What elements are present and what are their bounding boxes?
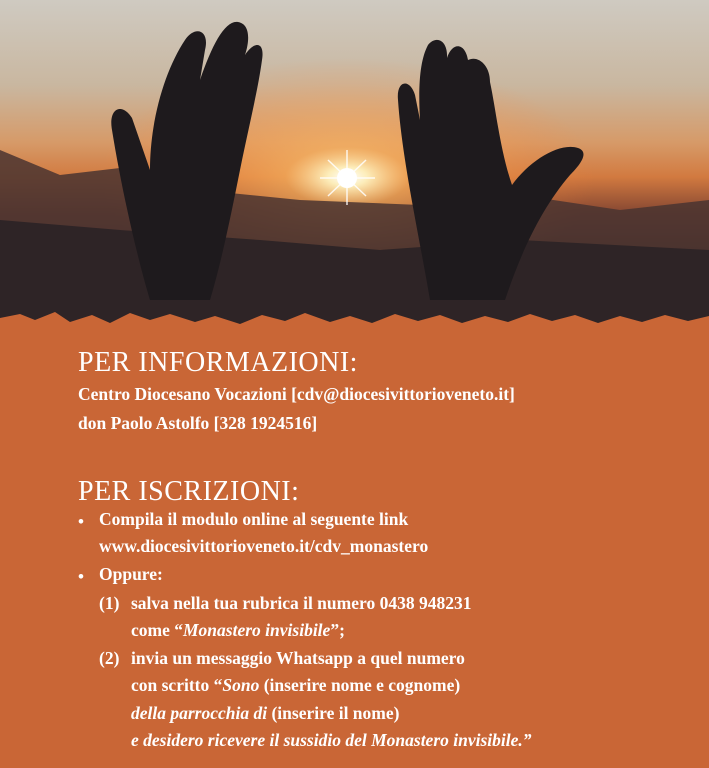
iscr-bullet-2-line-1: Oppure:	[99, 564, 163, 584]
bullet-dot-1: •	[78, 512, 84, 531]
iscr-link[interactable]: www.diocesivittorioveneto.it/cdv_monastero	[99, 536, 429, 556]
step-2-line-3: della parrocchia di (inserire il nome)	[131, 703, 400, 723]
info-line-contact: don Paolo Astolfo [328 1924516]	[78, 413, 318, 433]
info-line-centro: Centro Diocesano Vocazioni [cdv@diocesivittorioveneto.it]	[78, 384, 515, 404]
step-1-number: (1)	[99, 593, 120, 613]
step-2-line-4: e desidero ricevere il sussidio del Monastero invisibile.”	[131, 730, 532, 750]
iscr-heading: PER ISCRIZIONI:	[78, 476, 300, 507]
step-1-line-2: come “Monastero invisibile”;	[131, 620, 345, 640]
step-2-line-1: invia un messaggio Whatsapp a quel numero	[131, 648, 465, 668]
step-2-number: (2)	[99, 648, 120, 668]
step-2-line-2: con scritto “Sono (inserire nome e cognome)	[131, 675, 461, 695]
iscr-bullet-1-line-1: Compila il modulo online al seguente link	[99, 509, 409, 529]
info-heading: PER INFORMAZIONI:	[78, 347, 358, 378]
sunset-hands-photo	[0, 0, 709, 340]
bullet-dot-2: •	[78, 567, 84, 586]
step-1-line-1: salva nella tua rubrica il numero 0438 948231	[131, 593, 472, 613]
